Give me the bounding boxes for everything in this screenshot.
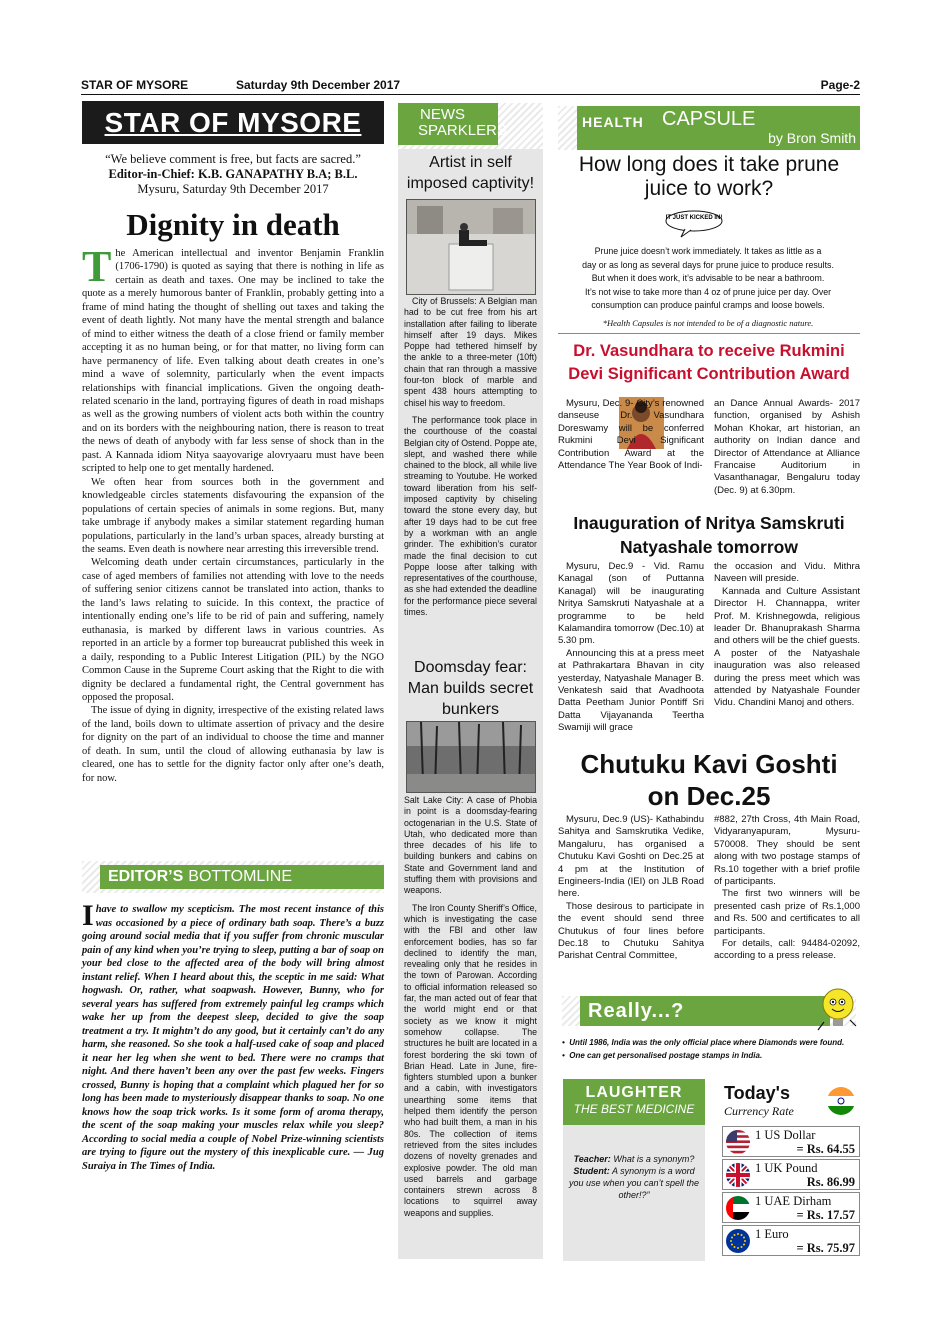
health-body	[568, 245, 848, 313]
joke-text: A synonym is a word you use when you can’t spell the other!?”	[568, 1166, 700, 1200]
masthead-dateline: Mysuru, Saturday 9th December 2017	[137, 182, 329, 196]
masthead-editor: Editor-in-Chief: K.B. GANAPATHY B.A; B.L.	[108, 167, 358, 181]
joke-text: What is a synonym?	[613, 1154, 695, 1164]
chutuku-text: Those desirous to participate in the event should send three Chutukus of four lines before Dec.18 to Chutuku Sahitya Parishat Central Committee,	[558, 900, 704, 962]
drop-cap: T	[82, 242, 112, 291]
currency-value: = Rs. 64.55	[796, 1142, 855, 1156]
chutuku-column-1	[558, 814, 704, 963]
really-fact: • One can get personalised postage stamps in India.	[562, 1051, 763, 1060]
health-line: But when it does work, it’s advisable to be near a bathroom.	[591, 273, 825, 283]
cartoon-illustration	[663, 209, 725, 239]
currency-value: = Rs. 17.57	[796, 1208, 855, 1222]
nritya-text: Kannada and Culture Assistant Director H. Channappa, writer Prof. M. Krishnegowda, religious leader Dr. Bhanuprakash Sharma and others will be the chief guests. A poster of the Natyashale inauguration was also released during the press meet which was attended by Natyashale Founder Vidu. Chandini Manoj and others.	[714, 585, 860, 709]
health-line: Prune juice doesn’t work immediately. It takes as little as a	[594, 246, 822, 256]
chutuku-text: Mysuru, Dec.9 (US)- Kathabindu Sahitya and Samskrutika Vedike, Mangaluru, has organised a Chutuku Kavi Goshti on Dec.25 at 4 pm at the Institution of Engineers-India (IEI) on JLB Road here.	[558, 814, 704, 900]
page-header	[81, 78, 860, 95]
sparklers-label	[398, 103, 507, 145]
fact-text: Until 1986, India was the only official place where Diamonds were found.	[569, 1038, 845, 1047]
really-fact: • Until 1986, India was the only official place where Diamonds were found.	[562, 1038, 845, 1047]
nritya-column-2	[714, 561, 860, 710]
chutuku-text: For details, call: 94484-02092, according to a press release.	[714, 938, 860, 962]
health-line: day or as long as several days for prune juice to produce results.	[582, 259, 834, 270]
health-line: It’s not wise to take more than 4 oz of prune juice per day. Over	[584, 286, 832, 297]
sparkler-paragraph: The Iron County Sheriff’s Office, which is investigating the case with the FBI and other law enforcement bodies, has so far declined to identify the man, revealing only that he resides in the town of Parowan. According to official information released so far, the man acted out of fear that the world might end or that society as we know it might somehow collapse. The structures he built are located in a forest bordering the ski town of Brian Head. Late in June, fire-fighters stumbled upon a bunker and a cabin, with investigators unearthing some items that helped them identify the person who had built them, a man in his 80s. The collection of items retrieved from the sites includes dozens of novelty grenades and explosive powder. The old man used barrels and garbage containers strewn across 8 locations to squirrel away weapons and supplies.	[404, 902, 537, 1218]
chutuku-text: #882, 27th Cross, 4th Main Road, Vidyaranyapuram, Mysuru-570008. They should be sent along with two postage stamps of Rs.10 together with a brief profile of participants.	[714, 814, 860, 888]
health-label-b: CAPSULE	[662, 108, 756, 130]
masthead-title: STAR OF MYSORE	[82, 101, 384, 144]
bottomline-label-a: EDITOR’S	[108, 868, 184, 885]
us-flag-icon	[726, 1130, 750, 1154]
chutuku-column-2	[714, 814, 860, 963]
header-page-number: Page-2	[820, 78, 860, 92]
masthead-info	[82, 152, 384, 197]
award-headline: Dr. Vasundhara to receive Rukmini Devi Significant Contribution Award	[568, 342, 850, 383]
lightbulb-icon	[814, 986, 858, 1032]
editorial-paragraph: We often hear from sources both in the government and knowledgeable circles statements disfavouring the expansion of the populations of certain species of animals in some regions. But, many take umbrage if anybody makes a similar statement regarding human populations, particularly in the land’s urban spaces, already bursting at the seams. Even death is nowhere near arresting this irreversible trend.	[82, 476, 384, 555]
header-date: Saturday 9th December 2017	[236, 78, 401, 92]
currency-row-eur	[722, 1225, 860, 1256]
joke-line	[566, 1153, 702, 1165]
fact-text: One can get personalised postage stamps in India.	[569, 1051, 763, 1060]
laughter-label-b: THE BEST MEDICINE	[573, 1102, 695, 1116]
laughter-label-a: LAUGHTER	[585, 1084, 683, 1101]
sparkler-paragraph: The performance took place in the courthouse of the coastal Belgian city of Ostend. Poppe ate, slept, and washed there while chained to the block, all while live streaming to Youtube. He worked toward liberation from his self-imposed captivity by chiseling toward the stone every day, but after 19 days had to be cut free by a workman with an angle grinder. The exhibition’s curator made the final decision to cut Poppe loose after talking with representatives of the courthouse, as she had extended the deadline for the performance piece several times.	[404, 414, 538, 618]
currency-name: 1 Euro	[755, 1227, 789, 1241]
bottomline-label	[100, 865, 384, 889]
currency-value: Rs. 86.99	[806, 1175, 855, 1189]
chutuku-text: The first two winners will be presented cash prize of Rs.1,000 and Rs. 500 and certificates to all participants.	[714, 888, 860, 937]
header-paper-name: STAR OF MYSORE	[81, 78, 189, 92]
health-disclaimer: *Health Capsules is not intended to be of a diagnostic nature.	[602, 318, 814, 328]
sparkler-paragraph: City of Brussels: A Belgian man had to be cut free from his art installation after failing to liberate himself after 19 days. Mikes Poppe had tethered himself by the ankle to a three-meter (10ft) chain that ran through a massive four-ton block of marble and spent 438 hours attempting to chisel his way to freedom.	[404, 296, 537, 408]
health-label-a: HEALTH	[582, 114, 644, 130]
joke-line	[566, 1165, 702, 1201]
joke-speaker: Student:	[573, 1166, 610, 1176]
award-text: Mysuru, Dec. 9- City’s renowned danseuse Dr. Vasundhara Doreswamy will be conferred Rukmini Devi Significant Contribution Award at the Attendance The Year Book of Indi-	[558, 398, 704, 472]
health-headline: How long does it take prune juice to work?	[578, 153, 840, 200]
editorial-text: he American intellectual and inventor Benjamin Franklin (1706-1790) is quoted as saying that there is nothing in life as certain as death and taxes. One may be inclined to take the quote as a merely humorous banter of Franklin, probably getting into a frame of mind hating the thought of shelling out taxes and taking the event of death lightly. Not many have the mental strength and balance of mind to either witness the death of a close friend or family member accepting it as no human being, or for that matter, no living form can have permanency of life. Even talking about death creates in one’s mind a wave of solemnity, particularly when the event impacts relationships with financial implications. Given the ongoing death-related scenario in the land, portraying figures of death in road mishaps as well as the growing numbers of violent acts both within the country and on its borders with the neighbouring nation, there is reason to treat the news of death of anybody with far less sense of shock than in the past. A Kannada idiom Nitya saayovarige alovryaaru must have been scripted to help one to get mentally hardened.	[82, 248, 384, 475]
currency-subtitle: Currency Rate	[724, 1104, 794, 1118]
sparklers-label-a: NEWS	[420, 106, 465, 123]
currency-value: = Rs. 75.97	[796, 1241, 855, 1255]
currency-name: 1 UAE Dirham	[755, 1194, 832, 1208]
currency-row-gbp	[722, 1159, 860, 1190]
editorial-paragraph	[82, 242, 384, 476]
drop-cap: I	[82, 899, 94, 932]
bunker-photo	[406, 721, 536, 793]
sparkler-story-1	[404, 296, 537, 624]
sparkler-headline: Doomsday fear: Man builds secret bunkers	[407, 659, 534, 718]
currency-title-main: Today's	[724, 1083, 790, 1103]
bottomline-body	[82, 899, 384, 1173]
masthead-quote: “We believe comment is free, but facts are sacred.”	[105, 152, 361, 166]
india-flag-icon	[826, 1086, 856, 1116]
award-column-2	[714, 398, 860, 497]
really-facts	[562, 1036, 856, 1062]
uae-flag-icon	[726, 1196, 750, 1220]
chutuku-headline: Chutuku Kavi Goshti on Dec.25	[580, 749, 838, 811]
editorial-paragraph: Welcoming death under certain circumstances, particularly in the case of aged members of families not attending with love to the needs of suffering senior citizens cannot be translated into action, thanks to the land’s laws relating to suicide. In this context, the practice of intentionally ending one’s life to be rid of pain and suffering, namely euthanasia, is marked by different laws in various countries. As reported in an article by a former top bureaucrat published this week in a daily, responding to a Public Interest Litigation (PIL) by the NGO Common Cause in the Supreme Court asking that the Right to die with dignity be declared a fundamental right, the Central government has opposed the proposal.	[82, 557, 384, 703]
sparkler-paragraph: Salt Lake City: A case of Phobia in point is a doomsday-fearing octogenarian in the U.S. State of Utah, who dedicated more than three decades of his life to building bunkers and cabins on State and Government land and stuffing them with provisions and weapons.	[404, 795, 537, 896]
currency-row-usd	[722, 1126, 860, 1157]
laughter-joke	[566, 1153, 702, 1201]
currency-row-aed	[722, 1192, 860, 1223]
nritya-headline: Inauguration of Nritya Samskruti Natyashale tomorrow	[573, 513, 845, 557]
brussels-photo	[406, 199, 536, 295]
sparklers-label-b: SPARKLERS	[418, 122, 507, 139]
award-text: an Dance Annual Awards- 2017 function, organised by Ashish Mohan Khokar, art historian, an authority on Indian dance and Director of Attendance at Alliance Francaise Auditorium in Vasanthanagar, Bengaluru today (Dec. 9) at 6.30pm.	[714, 398, 860, 496]
health-label	[577, 106, 860, 150]
sparkler-story-2	[404, 795, 537, 1225]
sparkler-headline: Artist in self imposed captivity!	[406, 154, 535, 192]
nritya-text: Announcing this at a press meet at Pathrakartara Bhavan in city yesterday, Natyashale Manager B. Venkatesh said that Avadhoota Datta Peetham Junior Pontiff Sri Datta Vijayananda Teertha Swamiji will grace	[558, 647, 704, 734]
editorial-paragraph: The issue of dying in dignity, irrespective of the existing related laws of the land, boils down to ultimate assertion of privacy and the desire for dignity on the part of an individual to choose the time and manner of death. In sum, until the cloud of allowing euthanasia by law is cleared, one has to settle for the dignity factor only after one’s death, for now.	[82, 705, 384, 784]
editorial-headline: Dignity in death	[126, 207, 340, 242]
joke-speaker: Teacher:	[573, 1154, 611, 1164]
award-column-1	[558, 398, 704, 472]
eu-flag-icon	[726, 1229, 750, 1253]
currency-title	[724, 1083, 834, 1119]
nritya-text: Mysuru, Dec.9 - Vid. Ramu Kanagal (son of Puttanna Kanagal) will be inaugurating Nritya Samskruti Natyashale at a programme to be held Kalamandira tomorrow (Dec.10) at 5.30 pm.	[558, 561, 704, 647]
health-byline: by Bron Smith	[768, 130, 856, 146]
editorial-body	[82, 242, 384, 785]
bottomline-label-b: BOTTOMLINE	[188, 868, 292, 885]
laughter-label	[563, 1079, 705, 1125]
currency-name: 1 UK Pound	[755, 1161, 818, 1175]
currency-name: 1 US Dollar	[755, 1128, 816, 1142]
health-line: consumption can produce painful cramps and loose bowels.	[591, 300, 825, 310]
bottomline-text: have to swallow my scepticism. The most recent instance of this was occasioned by a piece of ordinary bath soap. There’s a buzz going around social media that if you suffer from chronic muscular pain of any kind when you’re trying to sleep, putting a bar of soap on your bed close to the affected area of the body will bring almost instant relief. When I heard about this, the sceptic in me said: What hogwash. Or, rather, what soapwash. However, Bunny, who for several years has suffered from extremely painful leg cramps which wake her up from the deepest sleep, decided to give the soap treatment a try. It mightn’t do any good, but it certainly can’t do any harm, she reasoned. So she took a half-used cake of soap and placed it near her leg when she went to bed. There were no cramps that night. And there haven’t been any over the past few weeks. Fingers crossed, Bunny is hoping that a complaint which plagued her for so long has been made to mysteriously disappear thanks to soap. No one knows how the soap trick works. Is it some form of aroma therapy, the scent of the soap making your muscles relax while you sleep? According to social media a couple of Nobel Prize-winning scientists are trying to figure out the mystery of this inexplicable cure. — Jug Suraiya in The Times of India.	[82, 904, 384, 1172]
uk-flag-icon	[726, 1163, 750, 1187]
cartoon-caption: IT JUST KICKED IN!	[665, 215, 723, 221]
nritya-column-1	[558, 561, 704, 735]
divider	[558, 333, 860, 334]
really-label: Really...?	[580, 996, 830, 1026]
nritya-text: the occasion and Vidu. Mithra Naveen will preside.	[714, 561, 860, 585]
